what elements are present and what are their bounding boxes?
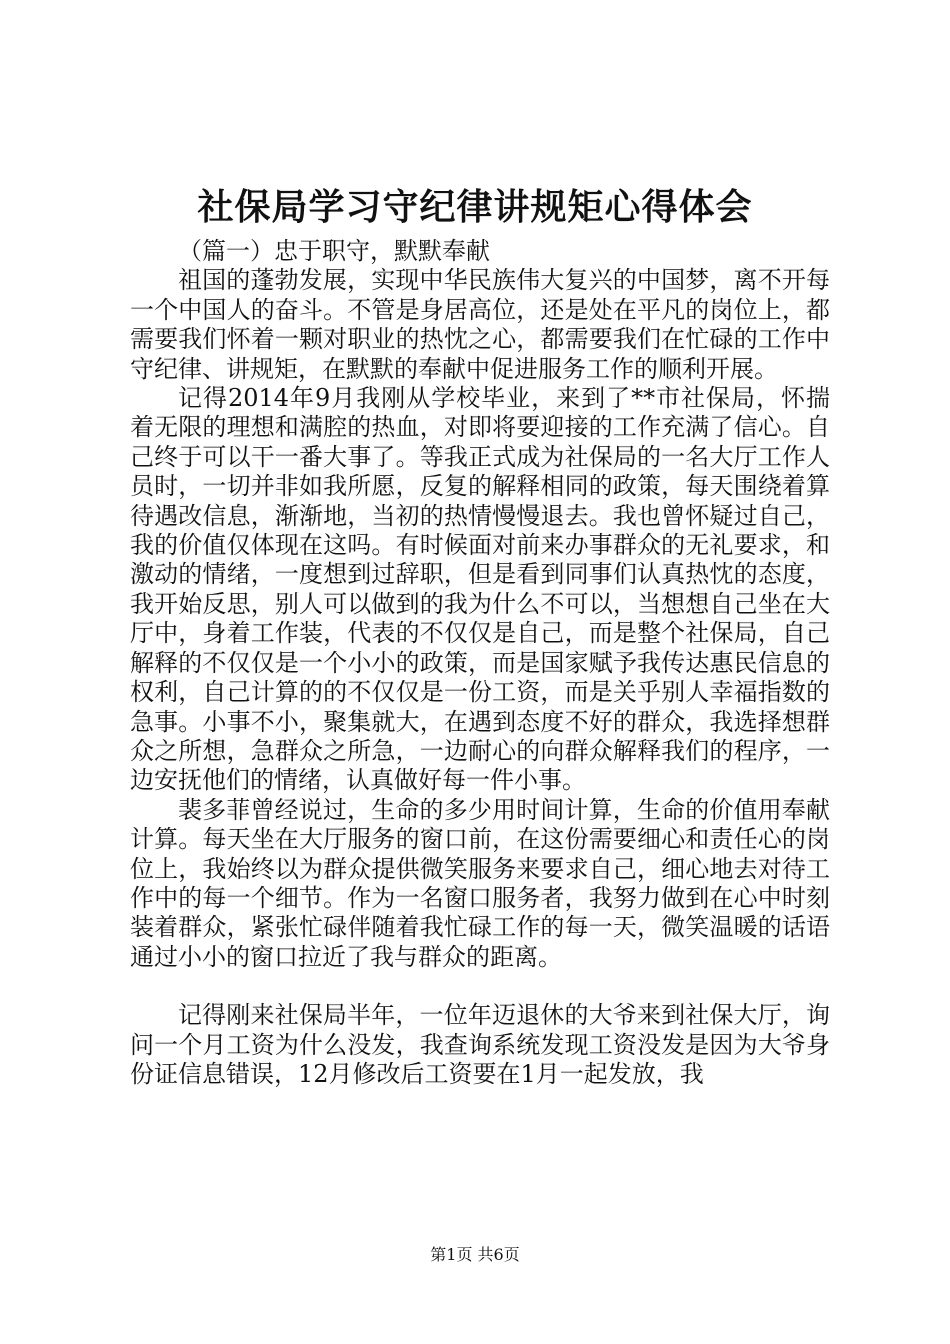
paragraph: 祖国的蓬勃发展，实现中华民族伟大复兴的中国梦，离不开每一个中国人的奋斗。不管是身居高位，还是处在平凡的岗位上，都需要我们怀着一颗对职业的热忱之心，都需要我们在忙碌的工作中守纪律、讲规矩，在默默的奉献中促进服务工作的顺利开展。 bbox=[130, 266, 830, 383]
paragraph: 裴多菲曾经说过，生命的多少用时间计算，生命的价值用奉献计算。每天坐在大厅服务的窗口前，在这份需要细心和责任心的岗位上，我始终以为群众提供微笑服务来要求自己，细心地去对待工作中的每一个细节。作为一名窗口服务者，我努力做到在心中时刻装着群众，紧张忙碌伴随着我忙碌工作的每一天，微笑温暖的话语通过小小的窗口拉近了我与群众的距离。 bbox=[130, 795, 830, 971]
document-title: 社保局学习守纪律讲规矩心得体会 bbox=[197, 186, 753, 228]
section-heading: （篇一）忠于职守，默默奉献 bbox=[178, 237, 490, 265]
page-number-footer: 第1页 共6页 bbox=[430, 1245, 520, 1264]
paragraph: 记得2014年9月我刚从学校毕业，来到了**市社保局，怀揣着无限的理想和满腔的热血，对即将要迎接的工作充满了信心。自己终于可以干一番大事了。等我正式成为社保局的一名大厅工作人员时，一切并非如我所愿，反复的解释相同的政策，每天围绕着算待遇改信息，渐渐地，当初的热情慢慢退去。我也曾怀疑过自己，我的价值仅体现在这吗。有时候面对前来办事群众的无礼要求，和激动的情绪，一度想到过辞职，但是看到同事们认真热忱的态度，我开始反思，别人可以做到的我为什么不可以，当想想自己坐在大厅中，身着工作装，代表的不仅仅是自己，而是整个社保局，自己解释的不仅仅是一个小小的政策，而是国家赋予我传达惠民信息的权利，自己计算的的不仅仅是一份工资，而是关乎别人幸福指数的急事。小事不小，聚集就大，在遇到态度不好的群众，我选择想群众之所想，急群众之所急，一边耐心的向群众解释我们的程序，一边安抚他们的情绪，认真做好每一件小事。 bbox=[130, 384, 830, 795]
document-body bbox=[130, 237, 830, 1089]
paragraph: 记得刚来社保局半年，一位年迈退休的大爷来到社保大厅，询问一个月工资为什么没发，我查询系统发现工资没发是因为大爷身份证信息错误，12月修改后工资要在1月一起发放，我 bbox=[130, 1001, 830, 1088]
